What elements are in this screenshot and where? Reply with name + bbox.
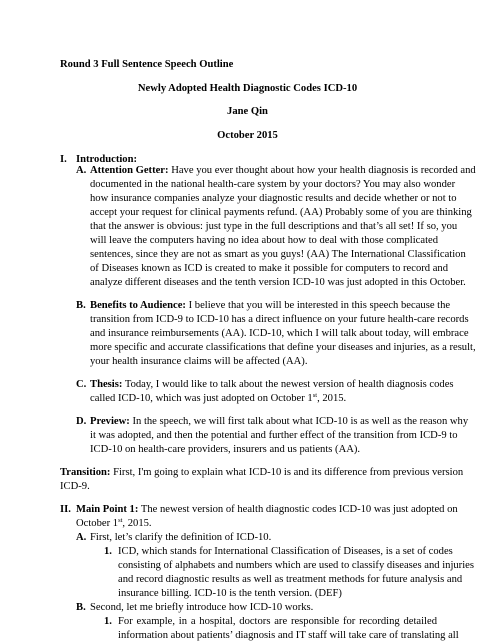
preview-line-3: ICD-10 on health-care providers, insurers and us patients (AA). xyxy=(90,444,361,455)
attention-line-1: Attention Getter: Have you ever thought about how your health diagnosis is recorded and xyxy=(90,165,476,176)
attention-label: Attention Getter: xyxy=(90,165,169,176)
thesis-label: Thesis: xyxy=(90,379,123,390)
benefits-line-5: your health insurance claims will be affected (AA). xyxy=(90,356,308,367)
benefits-label: Benefits to Audience: xyxy=(90,300,186,311)
thesis-line-1: Thesis: Today, I would like to talk about the newest version of health diagnosis codes xyxy=(90,379,454,390)
preview-label: Preview: xyxy=(90,416,130,427)
section-numeral-main1: II. xyxy=(60,504,71,515)
preview-letter: D. xyxy=(76,416,87,427)
attention-line-9: analyze different diseases and the tenth version ICD-10 was just adopted in this October. xyxy=(90,277,466,288)
main1-label: Main Point 1: xyxy=(76,504,139,515)
thesis-line-2: called ICD-10, which was just adopted on October 1st, 2015. xyxy=(90,392,347,404)
benefits-line-1: Benefits to Audience: I believe that you will be interested in this speech because the xyxy=(90,300,451,311)
main1-a-1-line-3: and record diagnostic results as well as treatment methods for future analysis and xyxy=(118,574,463,585)
benefits-line-2: transition from ICD-9 to ICD-10 has a direct influence on your future health-care records xyxy=(90,314,469,325)
section-numeral-intro: I. xyxy=(60,154,67,165)
main1-b-letter: B. xyxy=(76,602,86,613)
main1-a-letter: A. xyxy=(76,532,87,543)
attention-line-3: how insurance companies analyze your diagnostic results and decide whether or not to xyxy=(90,193,457,204)
transition-line-1: Transition: First, I'm going to explain what ICD-10 is and its difference from previous version xyxy=(60,467,464,478)
main1-line-1: Main Point 1: The newest version of health diagnostic codes ICD-10 was just adopted on xyxy=(76,504,458,515)
benefits-line-4: more specific and accurate classifications that define your diseases and injuries, as a result, xyxy=(90,342,476,353)
preview-line-2: it was adopted, and then the potential and further effect of the transition from ICD-9 to xyxy=(90,430,458,441)
transition-label: Transition: xyxy=(60,467,111,478)
transition-line-2: ICD-9. xyxy=(60,481,90,492)
intro-heading: Introduction: xyxy=(76,154,138,165)
main1-b-1-line-1: For example, in a hospital, doctors are responsible for recording detailed xyxy=(118,616,437,627)
speech-title: Newly Adopted Health Diagnostic Codes ICD-10 xyxy=(137,83,358,94)
main1-line-2: October 1st, 2015. xyxy=(76,517,152,529)
thesis-letter: C. xyxy=(76,379,87,390)
main1-b-1-line-2: information about patients’ diagnosis and IT staff will take care of translating all xyxy=(118,630,459,641)
main1-a-1-line-2: consisting of alphabets and numbers which are used to classify diseases and injuries xyxy=(118,560,474,571)
main1-a-1-line-1: ICD, which stands for International Classification of Diseases, is a set of codes xyxy=(118,546,453,557)
main1-b-text: Second, let me briefly introduce how ICD-10 works. xyxy=(90,602,314,613)
attention-letter: A. xyxy=(76,165,87,176)
attention-line-7: sentences, since they are not as smart as you guys! (AA) The International Classification xyxy=(90,249,466,260)
main1-b-1-num: 1. xyxy=(104,616,112,627)
main1-a-1-num: 1. xyxy=(104,546,112,557)
outline-round-heading: Round 3 Full Sentence Speech Outline xyxy=(60,59,234,70)
preview-line-1: Preview: In the speech, we will first talk about what ICD-10 is as well as the reason why xyxy=(90,416,469,427)
attention-line-5: that the answer is obvious: just type in the full descriptions and that’s all set! If so, you xyxy=(90,221,458,232)
attention-line-2: documented in the national health-care system by your doctors? You may also wonder xyxy=(90,179,456,190)
benefits-letter: B. xyxy=(76,300,86,311)
attention-line-4: accept your request for clinical payments refund. (AA) Probably some of you are thinking xyxy=(90,207,472,218)
attention-line-6: will leave the computers having no idea about how to deal with those complicated xyxy=(90,235,439,246)
main1-a-1-line-4: insurance billing. ICD-10 is the tenth version. (DEF) xyxy=(118,588,342,599)
attention-line-8: of Diseases known as ICD is created to make it possible for computers to record and xyxy=(90,263,449,274)
author-name: Jane Qin xyxy=(227,106,268,117)
speech-date: October 2015 xyxy=(217,130,278,141)
main1-a-text: First, let’s clarify the definition of ICD-10. xyxy=(90,532,272,543)
benefits-line-3: and insurance reimbursements (AA). ICD-10, which I will talk about today, will embrace xyxy=(90,328,469,339)
